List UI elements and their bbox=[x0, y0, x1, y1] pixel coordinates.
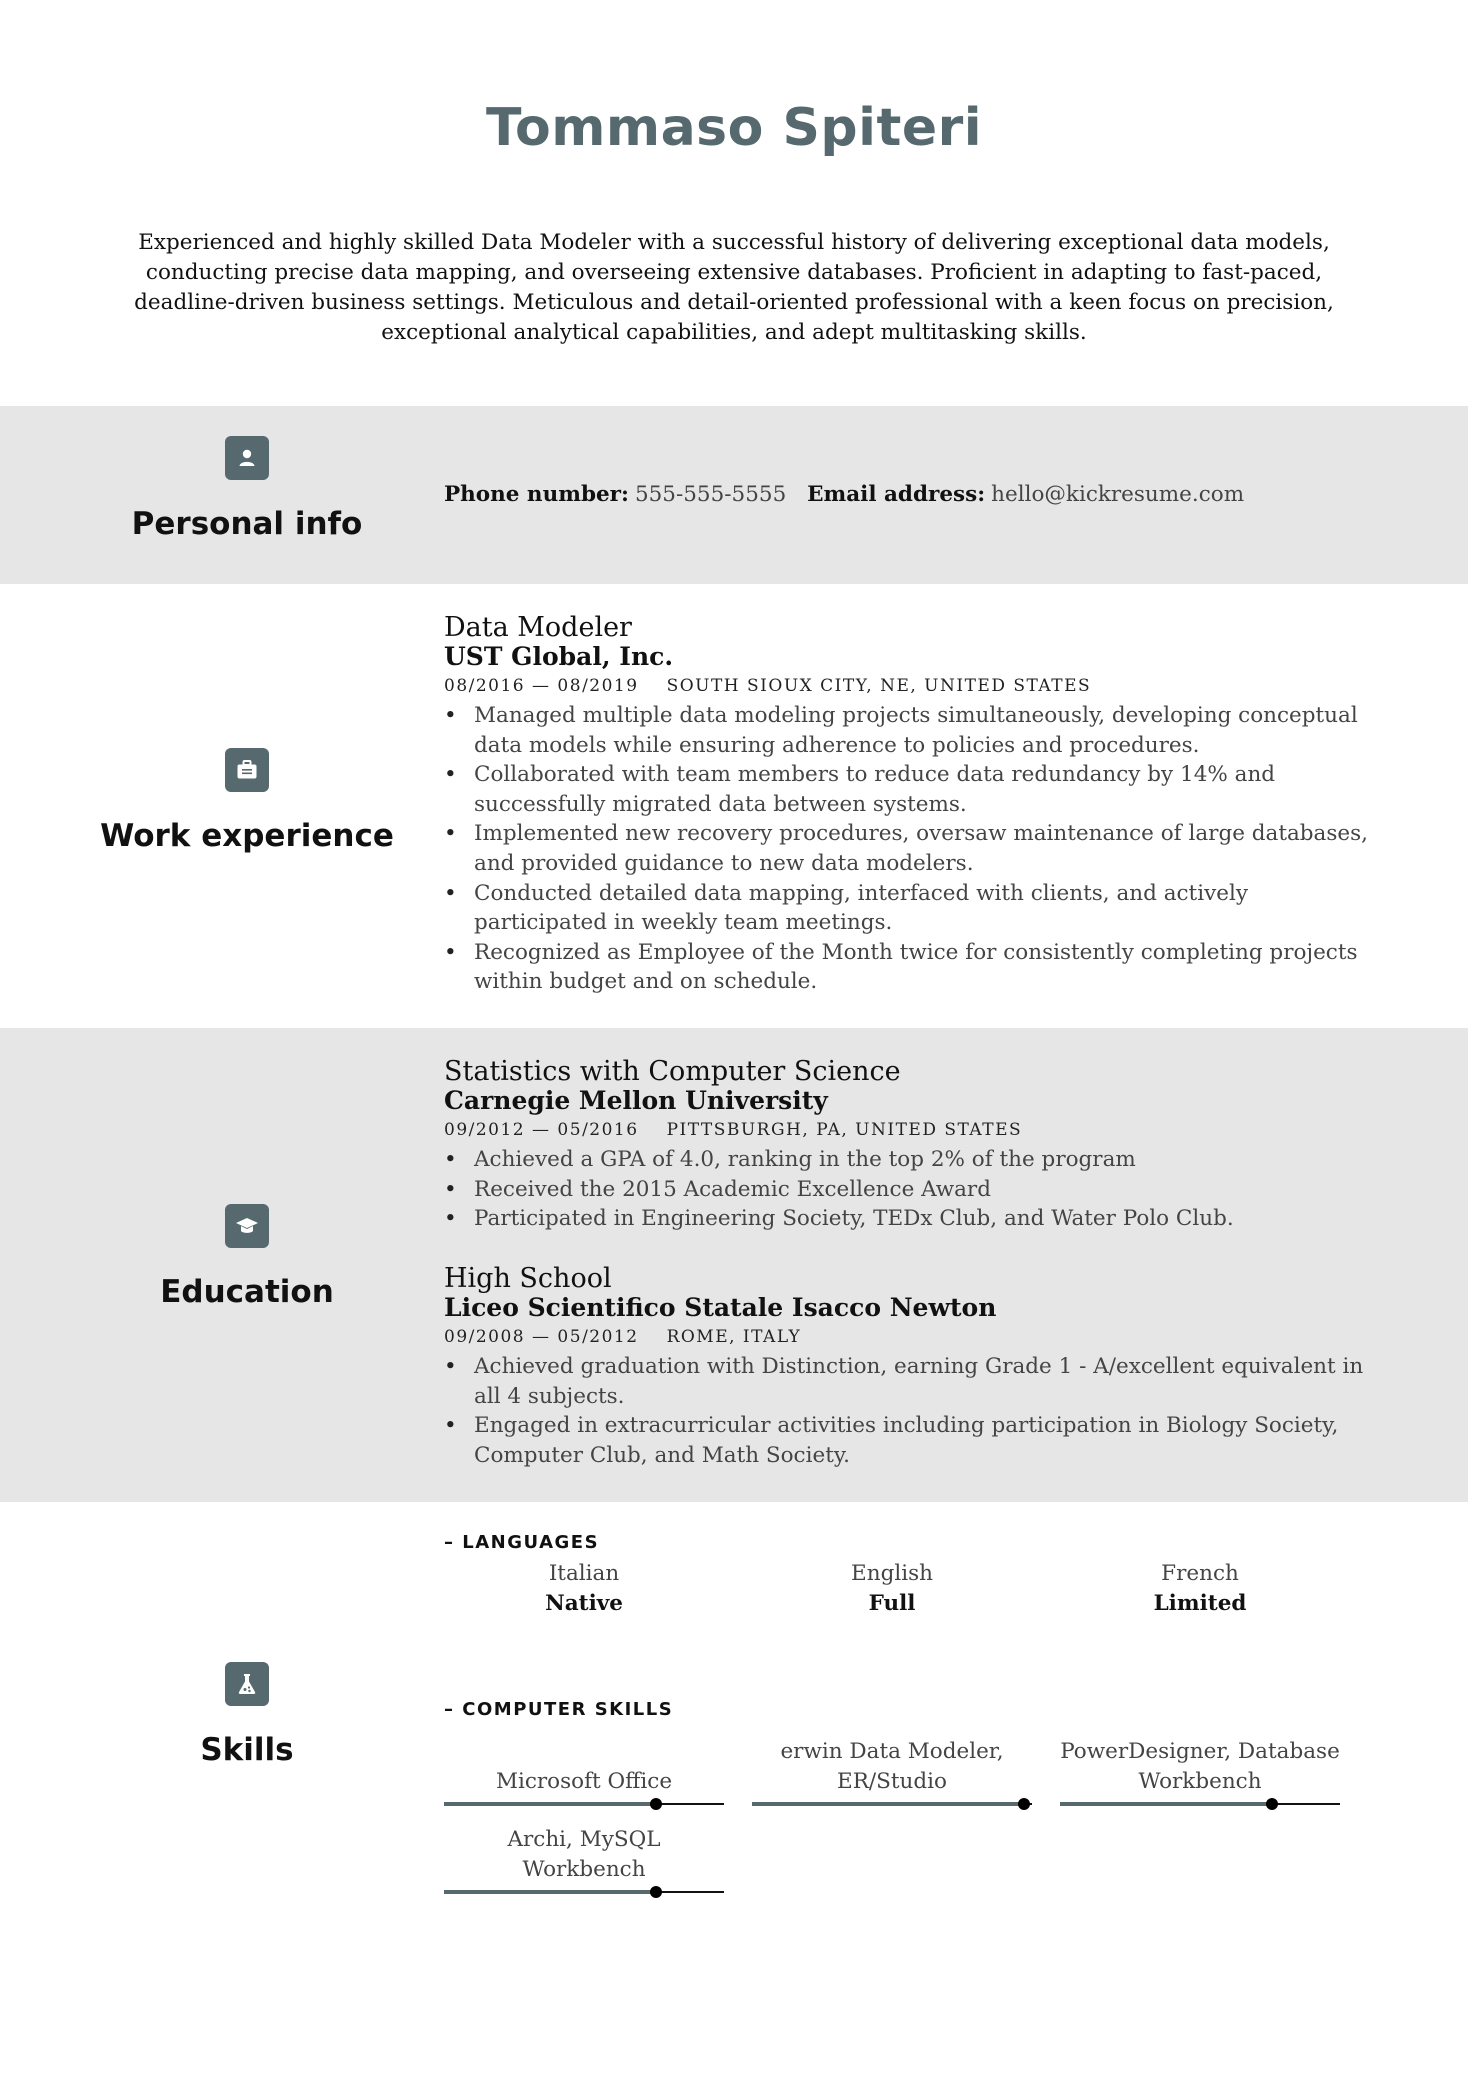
skill-name: Archi, MySQL Workbench bbox=[507, 1827, 661, 1882]
job-location: SOUTH SIOUX CITY, NE, UNITED STATES bbox=[666, 676, 1092, 696]
language-name: French bbox=[1161, 1561, 1239, 1586]
section-title: Personal info bbox=[131, 506, 363, 542]
computer-skills-list bbox=[444, 1720, 1374, 1920]
job-title: Data Modeler bbox=[444, 612, 632, 643]
list-item: • Achieved graduation with Distinction, earning Grade 1 - A/excellent equivalent in all 4 subjects. bbox=[474, 1352, 1374, 1411]
education-dates: 09/2012 — 05/2016 bbox=[444, 1120, 639, 1140]
education-entry bbox=[444, 1057, 1374, 1234]
skill-item bbox=[1060, 1720, 1340, 1810]
list-item: • Achieved a GPA of 4.0, ranking in the top 2% of the program bbox=[474, 1145, 1374, 1175]
skill-item bbox=[444, 1720, 724, 1810]
skill-bar-fill bbox=[444, 1802, 656, 1806]
language-item bbox=[1060, 1559, 1340, 1619]
section-title: Education bbox=[160, 1274, 334, 1310]
section-title: Work experience bbox=[100, 818, 394, 854]
language-level: Native bbox=[545, 1591, 623, 1616]
language-level: Full bbox=[868, 1591, 916, 1616]
education-dates: 09/2008 — 05/2012 bbox=[444, 1327, 639, 1347]
skill-bar-fill bbox=[444, 1890, 656, 1894]
skill-item bbox=[752, 1720, 1032, 1810]
job-entry bbox=[444, 613, 1374, 997]
personal-info-section bbox=[0, 406, 1468, 584]
language-level: Limited bbox=[1153, 1591, 1247, 1616]
list-item: • Engaged in extracurricular activities including participation in Biology Society, Computer Club, and Math Society. bbox=[474, 1411, 1374, 1470]
section-title: Skills bbox=[200, 1732, 294, 1768]
languages-heading: – LANGUAGES bbox=[444, 1532, 600, 1553]
job-dates: 08/2016 — 08/2019 bbox=[444, 676, 639, 696]
graduation-cap-icon bbox=[225, 1204, 269, 1248]
list-item: • Collaborated with team members to reduce data redundancy by 14% and successfully migrated data between systems. bbox=[474, 760, 1374, 819]
job-bullets bbox=[444, 701, 1374, 997]
list-item: • Received the 2015 Academic Excellence Award bbox=[474, 1175, 1374, 1205]
skill-bar-fill bbox=[752, 1802, 1024, 1806]
skill-level-bar bbox=[752, 1798, 1032, 1810]
email-value[interactable]: hello@kickresume.com bbox=[991, 482, 1245, 507]
phone-value: 555-555-5555 bbox=[634, 482, 787, 507]
list-item: • Conducted detailed data mapping, interfaced with clients, and actively participated in weekly team meetings. bbox=[474, 879, 1374, 938]
list-item: • Managed multiple data modeling projects simultaneously, developing conceptual data models while ensuring adherence to policies and procedures. bbox=[474, 701, 1374, 760]
language-name: English bbox=[851, 1561, 933, 1586]
skill-level-bar bbox=[444, 1886, 724, 1898]
skills-content bbox=[444, 1532, 1374, 1920]
education-location: PITTSBURGH, PA, UNITED STATES bbox=[666, 1120, 1023, 1140]
education-heading bbox=[0, 1204, 494, 1310]
job-meta bbox=[444, 671, 1374, 701]
company-name: UST Global, Inc. bbox=[444, 642, 674, 671]
skill-bar-fill bbox=[1060, 1802, 1272, 1806]
skill-item bbox=[444, 1810, 724, 1898]
flask-icon bbox=[225, 1662, 269, 1706]
work-experience-section bbox=[0, 584, 1468, 1028]
education-bullets bbox=[444, 1145, 1374, 1234]
skill-bar-marker bbox=[1266, 1798, 1278, 1810]
briefcase-icon bbox=[225, 748, 269, 792]
email-label: Email address: bbox=[807, 482, 986, 507]
language-name: Italian bbox=[548, 1561, 620, 1586]
education-entry bbox=[444, 1264, 1374, 1470]
degree-title: High School bbox=[444, 1263, 612, 1294]
list-item: • Participated in Engineering Society, TEDx Club, and Water Polo Club. bbox=[474, 1204, 1374, 1234]
skills-heading bbox=[0, 1662, 494, 1768]
candidate-name: Tommaso Spiteri bbox=[485, 98, 983, 158]
school-name: Liceo Scientifico Statale Isacco Newton bbox=[444, 1293, 997, 1322]
school-name: Carnegie Mellon University bbox=[444, 1086, 828, 1115]
skill-name: erwin Data Modeler, ER/Studio bbox=[780, 1739, 1004, 1794]
skill-level-bar bbox=[1060, 1798, 1340, 1810]
work-experience-heading bbox=[0, 748, 494, 854]
phone-label: Phone number: bbox=[444, 482, 629, 507]
education-meta bbox=[444, 1322, 1374, 1352]
list-item: • Recognized as Employee of the Month twice for consistently completing projects within budget and on schedule. bbox=[474, 938, 1374, 997]
skill-bar-marker bbox=[1018, 1798, 1030, 1810]
education-meta bbox=[444, 1115, 1374, 1145]
skill-bar-marker bbox=[650, 1886, 662, 1898]
language-item bbox=[752, 1559, 1032, 1619]
education-section bbox=[0, 1028, 1468, 1502]
education-bullets bbox=[444, 1352, 1374, 1470]
computer-skills-heading: – COMPUTER SKILLS bbox=[444, 1699, 674, 1720]
degree-title: Statistics with Computer Science bbox=[444, 1056, 901, 1087]
languages-list bbox=[444, 1553, 1374, 1623]
skills-section bbox=[0, 1502, 1468, 1922]
profile-summary: Experienced and highly skilled Data Modeler with a successful history of delivering exceptional data models, conducting precise data mapping, and overseeing extensive databases. Proficient in adapting to fast-paced, deadline-driven business settings. Meticulous and detail-oriented professional with a keen focus on precision, exceptional analytical capabilities, and adept multitasking skills. bbox=[134, 230, 1334, 345]
person-icon bbox=[225, 436, 269, 480]
list-item: • Implemented new recovery procedures, oversaw maintenance of large databases, and provided guidance to new data modelers. bbox=[474, 819, 1374, 878]
skill-name: PowerDesigner, Database Workbench bbox=[1060, 1739, 1340, 1794]
skill-bar-marker bbox=[650, 1798, 662, 1810]
language-item bbox=[444, 1559, 724, 1619]
skill-level-bar bbox=[444, 1798, 724, 1810]
personal-info-heading bbox=[0, 436, 494, 542]
contact-line bbox=[444, 482, 1374, 507]
skill-name: Microsoft Office bbox=[495, 1768, 673, 1794]
education-location: ROME, ITALY bbox=[666, 1327, 802, 1347]
